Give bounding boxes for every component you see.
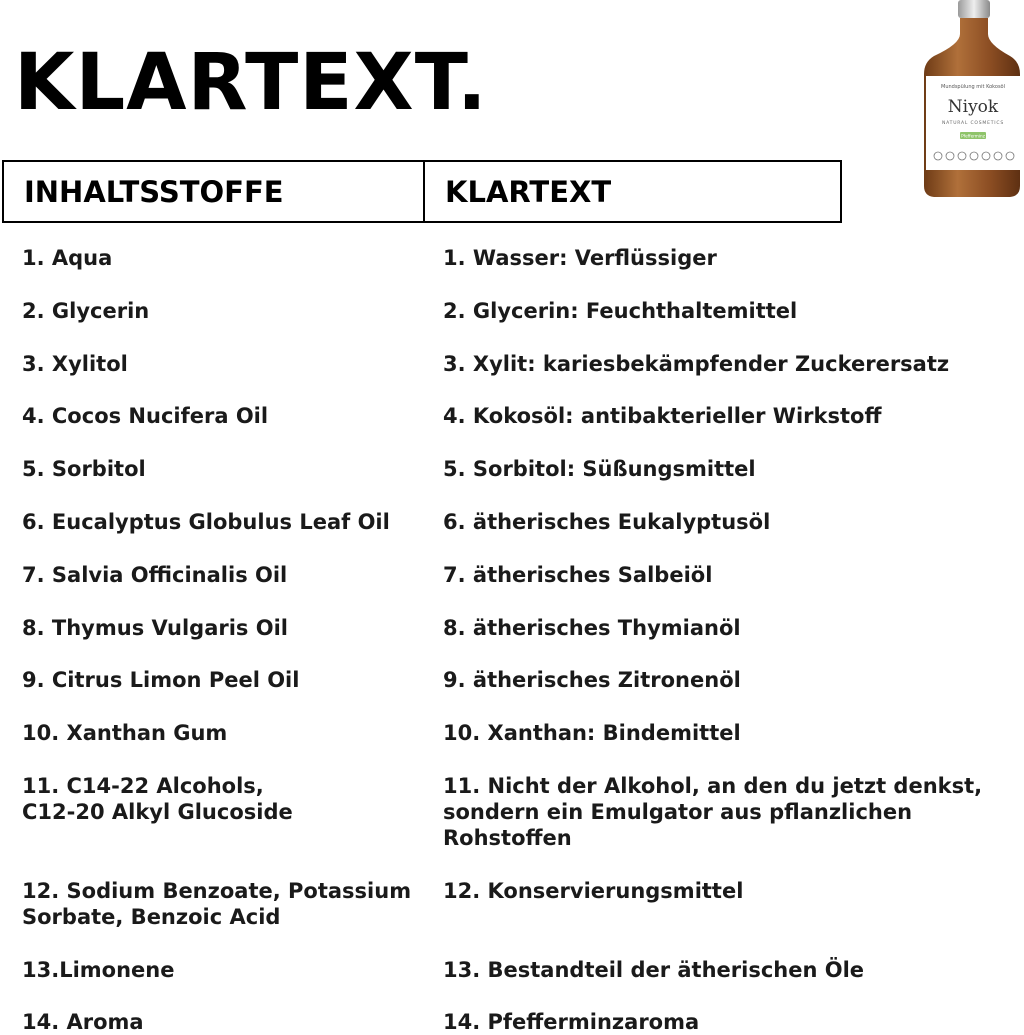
label-top-text: Mundspülung mit Kokosöl bbox=[941, 84, 1005, 90]
explanation-cell: 8. ätherisches Thymianöl bbox=[443, 616, 741, 640]
ingredient-cell: 3. Xylitol bbox=[22, 352, 128, 376]
page-title: KLARTEXT. bbox=[14, 38, 488, 128]
ingredient-cell: 2. Glycerin bbox=[22, 299, 150, 323]
header-ingredients: INHALTSSTOFFE bbox=[4, 162, 425, 221]
explanation-cell: 14. Pfefferminzaroma bbox=[443, 1010, 700, 1034]
ingredient-cell: 11. C14-22 Alcohols, C12-20 Alkyl Glucoside bbox=[22, 774, 293, 824]
ingredient-cell: 10. Xanthan Gum bbox=[22, 721, 228, 745]
ingredient-cell: 14. Aroma bbox=[22, 1010, 144, 1034]
ingredient-cell: 8. Thymus Vulgaris Oil bbox=[22, 616, 288, 640]
ingredient-cell: 1. Aqua bbox=[22, 246, 113, 270]
brand-subtitle: NATURAL COSMETICS bbox=[941, 121, 1005, 126]
header-klartext: KLARTEXT bbox=[445, 174, 612, 209]
ingredient-cell: 4. Cocos Nucifera Oil bbox=[22, 404, 269, 428]
bottle-cap bbox=[958, 0, 990, 18]
ingredient-cell: 7. Salvia Officinalis Oil bbox=[22, 563, 288, 587]
explanation-cell: 11. Nicht der Alkohol, an den du jetzt denkst, sondern ein Emulgator aus pflanzlichen Rohstoffen bbox=[443, 774, 983, 850]
brand-logo: Niyok bbox=[947, 97, 999, 117]
explanation-cell: 3. Xylit: kariesbekämpfender Zuckerersatz bbox=[443, 352, 950, 376]
product-bottle-image bbox=[920, 0, 1024, 200]
ingredient-cell: 6. Eucalyptus Globulus Leaf Oil bbox=[22, 510, 390, 534]
explanation-cell: 1. Wasser: Verflüssiger bbox=[443, 246, 717, 270]
ingredient-cell: 9. Citrus Limon Peel Oil bbox=[22, 668, 300, 692]
ingredient-cell: 13.Limonene bbox=[22, 958, 175, 982]
table-header bbox=[2, 160, 842, 223]
explanation-cell: 7. ätherisches Salbeiöl bbox=[443, 563, 713, 587]
explanation-cell: 4. Kokosöl: antibakterieller Wirkstoff bbox=[443, 404, 882, 428]
explanation-cell: 13. Bestandteil der ätherischen Öle bbox=[443, 958, 865, 982]
explanation-cell: 12. Konservierungsmittel bbox=[443, 879, 744, 903]
explanation-cell: 5. Sorbitol: Süßungsmittel bbox=[443, 457, 756, 481]
ingredient-cell: 12. Sodium Benzoate, Potassium Sorbate, Benzoic Acid bbox=[22, 879, 412, 929]
ingredient-cell: 5. Sorbitol bbox=[22, 457, 146, 481]
explanation-cell: 9. ätherisches Zitronenöl bbox=[443, 668, 741, 692]
variant-label: Pfefferminz bbox=[961, 133, 985, 139]
explanation-cell: 6. ätherisches Eukalyptusöl bbox=[443, 510, 771, 534]
explanation-cell: 2. Glycerin: Feuchthaltemittel bbox=[443, 299, 798, 323]
explanation-cell: 10. Xanthan: Bindemittel bbox=[443, 721, 741, 745]
